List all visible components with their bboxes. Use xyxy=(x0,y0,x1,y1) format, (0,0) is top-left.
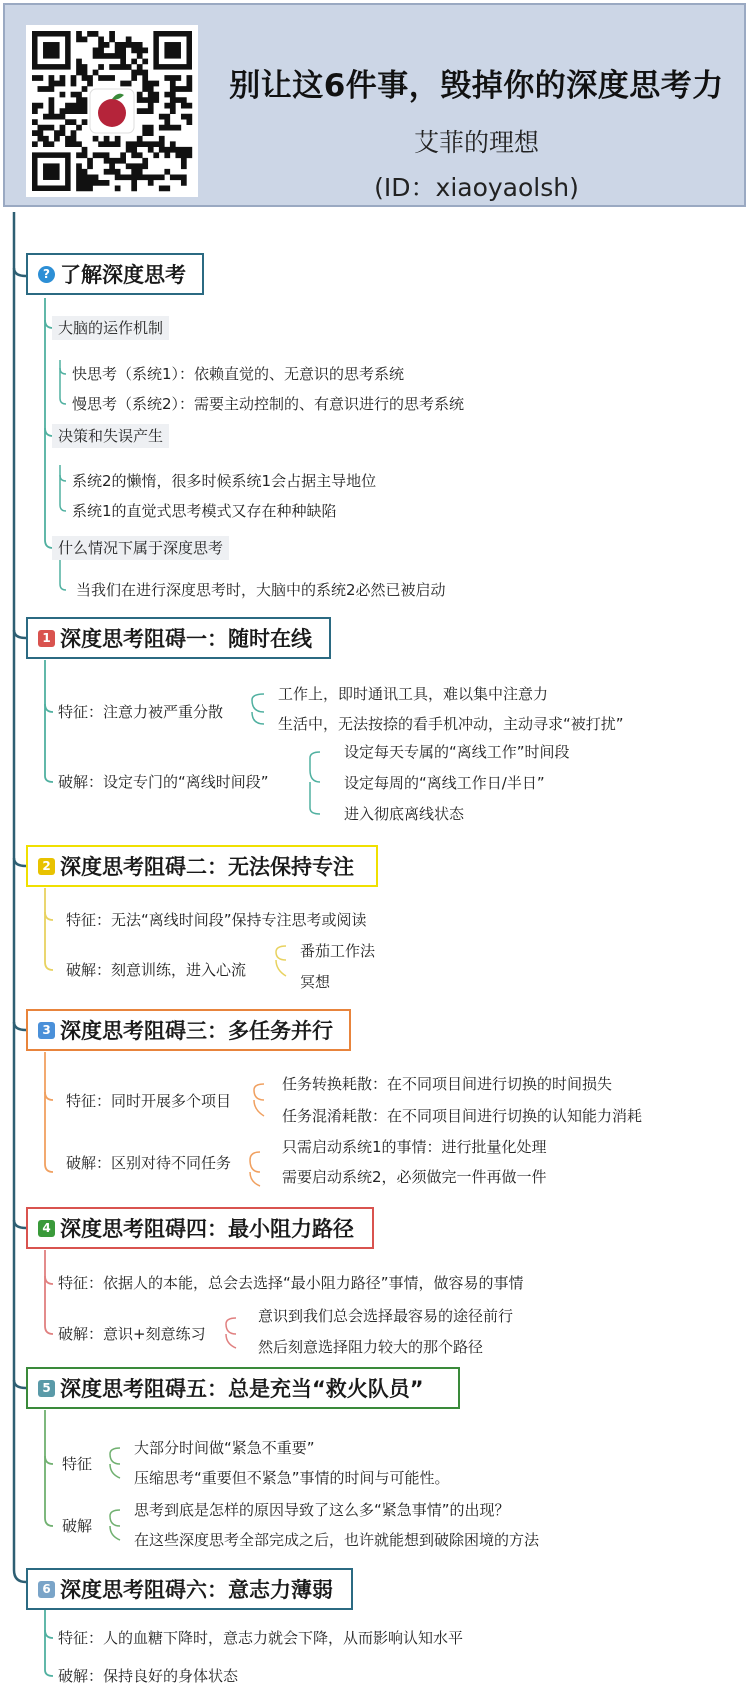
subtopic: 需要启动系统2，必须做完一件再做一件 xyxy=(282,1168,547,1186)
number-badge-4: 4 xyxy=(38,1220,55,1237)
topic-feature: 特征：无法“离线时间段”保持专注思考或阅读 xyxy=(66,911,367,929)
number-badge-3: 3 xyxy=(38,1022,55,1039)
author-name: 艾菲的理想 xyxy=(413,128,539,157)
topic-solution: 破解：设定专门的“离线时间段” xyxy=(58,773,269,791)
number-badge-5: 5 xyxy=(38,1380,55,1397)
topic-feature: 特征：人的血糖下降时，意志力就会下降，从而影响认知水平 xyxy=(58,1629,464,1647)
section-obstacle-4 xyxy=(26,1207,374,1249)
topic-feature: 特征 xyxy=(62,1455,93,1473)
section-title: 深度思考阻碍六：意志力薄弱 xyxy=(60,1578,333,1602)
subtopic: 工作上，即时通讯工具，难以集中注意力 xyxy=(278,685,549,703)
subtopic: 冥想 xyxy=(300,973,331,991)
subtopic: 在这些深度思考全部完成之后，也许就能想到破除困境的方法 xyxy=(134,1531,540,1549)
number-badge-2: 2 xyxy=(38,858,55,875)
subtopic: 只需启动系统1的事情：进行批量化处理 xyxy=(282,1138,547,1156)
subtopic: 当我们在进行深度思考时，大脑中的系统2必然已被启动 xyxy=(76,581,446,599)
section-title: 深度思考阻碍五：总是充当“救火队员” xyxy=(60,1377,424,1401)
topic-feature: 特征：注意力被严重分散 xyxy=(58,703,224,721)
subtopic: 系统1的直觉式思考模式又存在种种缺陷 xyxy=(72,502,337,520)
section-obstacle-6 xyxy=(26,1568,353,1610)
subtopic: 进入彻底离线状态 xyxy=(344,805,465,823)
section-obstacle-5 xyxy=(26,1367,460,1409)
subtopic: 然后刻意选择阻力较大的那个路径 xyxy=(258,1338,484,1356)
section-title: 了解深度思考 xyxy=(60,263,186,287)
section-title: 深度思考阻碍一：随时在线 xyxy=(60,627,312,651)
question-icon: ? xyxy=(38,266,55,283)
section-understand-deep-thinking xyxy=(26,253,204,295)
section-obstacle-2 xyxy=(26,845,378,887)
account-id: (ID：xiaoyaolsh) xyxy=(374,173,579,202)
topic-solution: 破解：保持良好的身体状态 xyxy=(58,1667,239,1685)
page-title: 别让这6件事，毁掉你的深度思考力 xyxy=(229,68,724,104)
topic-solution: 破解：意识+刻意练习 xyxy=(58,1325,206,1343)
subtopic: 意识到我们总会选择最容易的途径前行 xyxy=(258,1307,514,1325)
topic-brain-mechanism: 大脑的运作机制 xyxy=(52,316,169,340)
subtopic: 设定每周的“离线工作日/半日” xyxy=(344,774,545,792)
section-obstacle-1 xyxy=(26,617,331,659)
subtopic: 快思考（系统1）：依赖直觉的、无意识的思考系统 xyxy=(72,365,405,383)
topic-solution: 破解 xyxy=(62,1517,93,1535)
topic-feature: 特征：同时开展多个项目 xyxy=(66,1092,232,1110)
topic-what-is-deep-thinking: 什么情况下属于深度思考 xyxy=(52,536,229,560)
subtopic: 设定每天专属的“离线工作”时间段 xyxy=(344,743,570,761)
section-title: 深度思考阻碍三：多任务并行 xyxy=(60,1019,333,1043)
topic-solution: 破解：区别对待不同任务 xyxy=(66,1154,232,1172)
section-obstacle-3 xyxy=(26,1009,351,1051)
subtopic: 思考到底是怎样的原因导致了这么多“紧急事情”的出现？ xyxy=(134,1501,510,1519)
subtopic: 压缩思考“重要但不紧急”事情的时间与可能性。 xyxy=(134,1469,450,1487)
section-title: 深度思考阻碍四：最小阻力路径 xyxy=(60,1217,354,1241)
subtopic: 大部分时间做“紧急不重要” xyxy=(134,1439,315,1457)
topic-decision-errors: 决策和失误产生 xyxy=(52,424,169,448)
subtopic: 任务转换耗散：在不同项目间进行切换的时间损失 xyxy=(282,1075,613,1093)
number-badge-1: 1 xyxy=(38,630,55,647)
topic-feature: 特征：依据人的本能，总会去选择“最小阻力路径”事情，做容易的事情 xyxy=(58,1274,524,1292)
subtopic: 生活中，无法按捺的看手机冲动，主动寻求“被打扰” xyxy=(278,715,624,733)
subtopic: 任务混淆耗散：在不同项目间进行切换的认知能力消耗 xyxy=(282,1107,643,1125)
subtopic: 番茄工作法 xyxy=(300,942,376,960)
section-title: 深度思考阻碍二：无法保持专注 xyxy=(60,855,354,879)
subtopic: 慢思考（系统2）：需要主动控制的、有意识进行的思考系统 xyxy=(72,395,465,413)
number-badge-6: 6 xyxy=(38,1581,55,1598)
subtopic: 系统2的懒惰，很多时候系统1会占据主导地位 xyxy=(72,472,377,490)
topic-solution: 破解：刻意训练，进入心流 xyxy=(66,961,247,979)
